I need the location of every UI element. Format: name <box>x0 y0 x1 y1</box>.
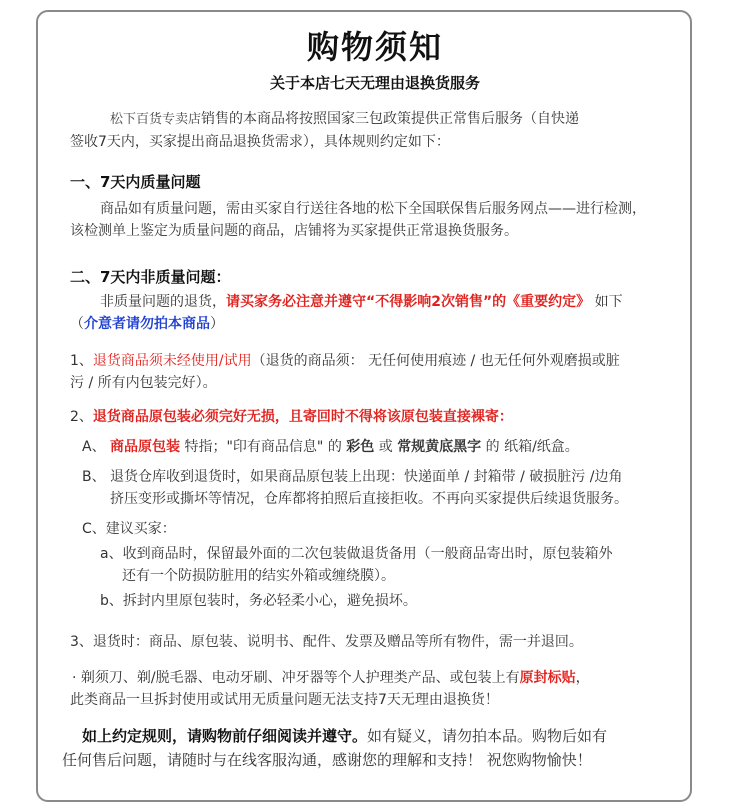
section-2-intro-tail: 如下 <box>594 294 623 310</box>
rule-3: 3、退货时：商品、原包装、说明书、配件、发票及赠品等所有物件，需一并退回。 <box>70 634 583 650</box>
rule-2-c-a-line-2: 还有一个防损防脏用的结实外箱或缠绕膜）。 <box>122 568 395 584</box>
yellow-box: 常规黄底黑字 <box>397 439 482 455</box>
rule-2-number: 2、 <box>70 409 93 425</box>
rule-1-number: 1、 <box>70 353 93 369</box>
section-2-heading: 二、7天内非质量问题： <box>70 268 231 286</box>
closing-text: 如有疑义，请勿拍本品。购物后如有 <box>367 727 608 745</box>
rule-1-text: （退货的商品须： 无任何使用痕迹 / 也无任何外观磨损或脏 <box>251 353 620 369</box>
closing-line-1 <box>82 725 607 747</box>
closing-emphasis: 如上约定规则，请购物前仔细阅读并遵守。 <box>82 727 368 745</box>
rule-1-highlight: 退货商品须未经使用/试用 <box>92 353 252 369</box>
note-text: · 剃须刀、剃/脱毛器、电动牙刷、冲牙器等个人护理类产品、或包装上有 <box>72 670 520 686</box>
rule-2-c-heading: C、建议买家： <box>82 521 176 537</box>
important-agreement: 请买家务必注意并遵守“不得影响2次销售”的《重要约定》 <box>226 294 591 310</box>
section-1-line-2: 该检测单上鉴定为质量问题的商品，店铺将为买家提供正常退换货服务。 <box>70 223 518 239</box>
note-line-1 <box>72 667 590 689</box>
page-title: 购物须知 <box>306 28 443 66</box>
rule-2-c-a-line-1: a、收到商品时，保留最外面的二次包装做退货备用（一般商品寄出时，原包装箱外 <box>100 546 613 562</box>
intro-text-1: 销售的本商品将按照国家三包政策提供正常售后服务（自快递 <box>201 111 580 127</box>
paren-open: （ <box>70 316 84 332</box>
rule-2-a-tail: 的 纸箱/纸盒。 <box>485 439 579 455</box>
section-2-intro-text: 非质量问题的退货， <box>100 294 226 310</box>
section-1-line-1: 商品如有质量问题，需由买家自行送往各地的松下全国联保售后服务网点——进行检测， <box>100 201 646 217</box>
seal-label: 原封标贴 <box>519 670 576 686</box>
section-2-warning <box>70 313 224 335</box>
rule-1-line-1 <box>70 350 620 372</box>
paren-close: ） <box>210 316 224 332</box>
intro-line-2: 签收7天内，买家提出商品退换货需求），具体规则约定如下： <box>70 134 450 150</box>
do-not-buy-warning: 介意者请勿拍本商品 <box>84 316 210 332</box>
original-packaging: 商品原包装 <box>110 439 181 455</box>
note-line-2: 此类商品一旦拆封使用或试用无质量问题无法支持7天无理由退换货！ <box>70 692 499 708</box>
rule-1-line-2: 污 / 所有内包装完好）。 <box>70 375 217 391</box>
rule-2-highlight: 退货商品原包装必须完好无损，且寄回时不得将该原包装直接裸寄： <box>92 409 513 425</box>
rule-2-a-text: 特指；"印有商品信息" 的 <box>184 439 342 455</box>
rule-2-c-b: b、拆封内里原包装时，务必轻柔小心，避免损坏。 <box>100 593 417 609</box>
rule-2-b-line-2: 挤压变形或撕坏等情况，仓库都将拍照后直接拒收。不再向买家提供后续退货服务。 <box>110 491 628 507</box>
note-comma: ， <box>575 670 590 686</box>
closing-line-2: 任何售后问题，请随时与在线客服沟通，感谢您的理解和支持！ 祝您购物愉快！ <box>62 751 592 769</box>
store-name: 松下百货专卖店 <box>110 112 202 127</box>
rule-2-b-line-1: B、 退货仓库收到退货时，如果商品原包装上出现：快递面单 / 封箱带 / 破损脏污 /边角 <box>82 469 623 485</box>
or-text: 或 <box>378 439 393 455</box>
rule-2-a-label: A、 <box>82 439 106 455</box>
page-subtitle: 关于本店七天无理由退换货服务 <box>269 74 480 92</box>
rule-2-a <box>82 436 579 458</box>
intro-line-1 <box>110 108 579 131</box>
section-1-heading: 一、7天内质量问题 <box>70 173 201 191</box>
section-2-intro <box>100 291 623 313</box>
color-box: 彩色 <box>346 439 375 455</box>
rule-2 <box>70 406 513 428</box>
